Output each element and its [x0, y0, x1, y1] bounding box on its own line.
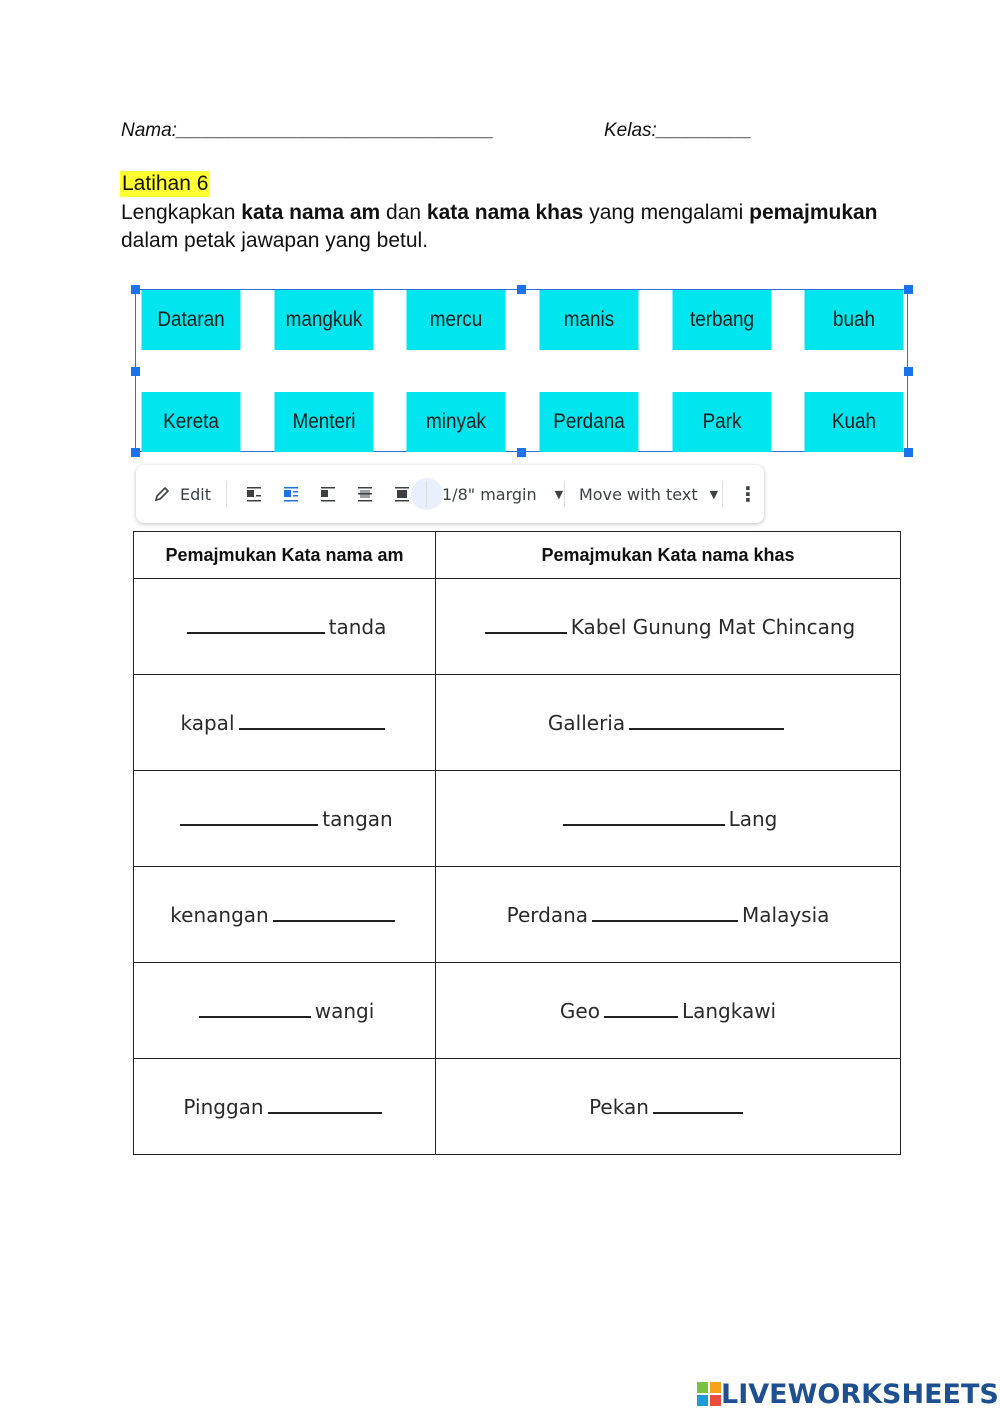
cell-text: Perdana [506, 902, 588, 927]
cell-text: Pinggan [183, 1094, 264, 1119]
resize-handle[interactable] [131, 285, 140, 294]
instruction-segment: kata nama am [241, 201, 381, 224]
wrap-inline-button[interactable] [244, 465, 264, 523]
header-kata-nama-am: Pemajmukan Kata nama am [134, 532, 436, 579]
class-line: _________ [656, 120, 752, 141]
edit-label: Edit [180, 484, 211, 504]
table-row [134, 1059, 901, 1155]
exercise-title: Latihan 6 [122, 172, 209, 195]
table-row [134, 579, 901, 675]
cell-text: wangi [314, 998, 375, 1023]
wrap-text-icon [281, 484, 301, 504]
behind-text-icon [355, 484, 375, 504]
edit-button[interactable] [152, 465, 211, 523]
cell-khas [436, 963, 901, 1059]
pencil-icon [152, 484, 172, 504]
answer-blank[interactable] [268, 1111, 382, 1114]
chevron-down-icon: ▼ [554, 487, 564, 501]
chevron-down-icon: ▼ [709, 487, 719, 501]
cell-text: Malaysia [742, 902, 830, 927]
margin-label: 1/8" margin [442, 484, 537, 504]
word-tile[interactable]: Park [673, 392, 772, 452]
behind-text-button[interactable] [355, 465, 375, 523]
word-tile[interactable]: Dataran [142, 290, 241, 350]
table-row [134, 771, 901, 867]
word-tile[interactable]: terbang [673, 290, 772, 350]
cell-khas [436, 1059, 901, 1155]
word-tile[interactable]: minyak [407, 392, 506, 452]
resize-handle[interactable] [131, 367, 140, 376]
instruction-segment: dalam petak jawapan yang betul. [121, 229, 429, 252]
answer-blank[interactable] [653, 1111, 743, 1114]
answer-blank[interactable] [273, 919, 395, 922]
liveworksheets-logo [697, 1378, 999, 1410]
resize-handle[interactable] [904, 448, 913, 457]
resize-handle[interactable] [517, 448, 526, 457]
name-label: Nama: [121, 120, 177, 141]
table-row [134, 675, 901, 771]
answer-blank[interactable] [592, 919, 738, 922]
word-tile[interactable]: Kereta [142, 392, 241, 452]
logo-text: LIVEWORKSHEETS [721, 1378, 999, 1410]
class-label: Kelas: [604, 120, 657, 141]
cell-text: Langkawi [681, 998, 777, 1023]
in-front-icon [392, 484, 412, 504]
cell-am [134, 1059, 436, 1155]
cell-text: tangan [322, 806, 393, 831]
margin-dropdown[interactable] [442, 465, 563, 523]
cell-text: Kabel Gunung Mat Chincang [570, 614, 856, 639]
cell-am [134, 579, 436, 675]
resize-handle[interactable] [904, 367, 913, 376]
image-toolbar [136, 465, 764, 523]
wrap-inline-icon [244, 484, 264, 504]
resize-handle[interactable] [517, 285, 526, 294]
name-line: ______________________________ [176, 120, 494, 141]
resize-handle[interactable] [904, 285, 913, 294]
instruction-segment: Lengkapkan [121, 201, 242, 224]
cell-text: tanda [328, 614, 387, 639]
table-row [134, 963, 901, 1059]
cell-khas [436, 579, 901, 675]
instruction-segment: pemajmukan [749, 201, 878, 224]
word-tile[interactable]: Perdana [540, 392, 639, 452]
instruction-text [121, 199, 881, 255]
word-tile[interactable]: manis [540, 290, 639, 350]
class-field [604, 120, 752, 142]
resize-handle[interactable] [131, 448, 140, 457]
answer-blank[interactable] [604, 1015, 678, 1018]
answer-blank[interactable] [629, 727, 784, 730]
cell-text: Lang [728, 806, 778, 831]
answer-table [133, 531, 901, 1155]
break-text-button[interactable] [318, 465, 338, 523]
word-bank[interactable] [135, 289, 908, 452]
break-text-icon [318, 484, 338, 504]
cell-text: Geo [559, 998, 600, 1023]
table-row [134, 867, 901, 963]
cell-am [134, 771, 436, 867]
answer-blank[interactable] [239, 727, 385, 730]
answer-blank[interactable] [563, 823, 725, 826]
cell-khas [436, 867, 901, 963]
word-tile[interactable]: buah [805, 290, 904, 350]
cell-am [134, 963, 436, 1059]
cell-text: Pekan [589, 1094, 649, 1119]
cell-khas [436, 675, 901, 771]
move-label: Move with text [579, 484, 698, 504]
answer-blank[interactable] [485, 631, 567, 634]
instruction-segment: dan [380, 201, 427, 224]
instruction-segment: kata nama khas [426, 201, 584, 224]
name-field [121, 120, 494, 142]
answer-blank[interactable] [180, 823, 318, 826]
word-tile[interactable]: Menteri [275, 392, 374, 452]
cell-text: Galleria [547, 710, 626, 735]
cell-text: kenangan [170, 902, 269, 927]
cell-am [134, 675, 436, 771]
answer-blank[interactable] [199, 1015, 311, 1018]
instruction-segment: yang mengalami [583, 201, 750, 224]
word-tile[interactable]: Kuah [805, 392, 904, 452]
wrap-text-button[interactable] [281, 465, 301, 523]
cell-khas [436, 771, 901, 867]
answer-blank[interactable] [187, 631, 325, 634]
cell-text: kapal [180, 710, 235, 735]
header-kata-nama-khas: Pemajmukan Kata nama khas [436, 532, 901, 579]
word-tile[interactable]: mangkuk [275, 290, 374, 350]
logo-icon [697, 1382, 721, 1406]
cell-am [134, 867, 436, 963]
word-tile[interactable]: mercu [407, 290, 506, 350]
move-with-text-dropdown[interactable] [579, 465, 718, 523]
in-front-of-text-button[interactable] [392, 465, 412, 523]
more-options-icon[interactable]: ⋮ [738, 482, 758, 506]
